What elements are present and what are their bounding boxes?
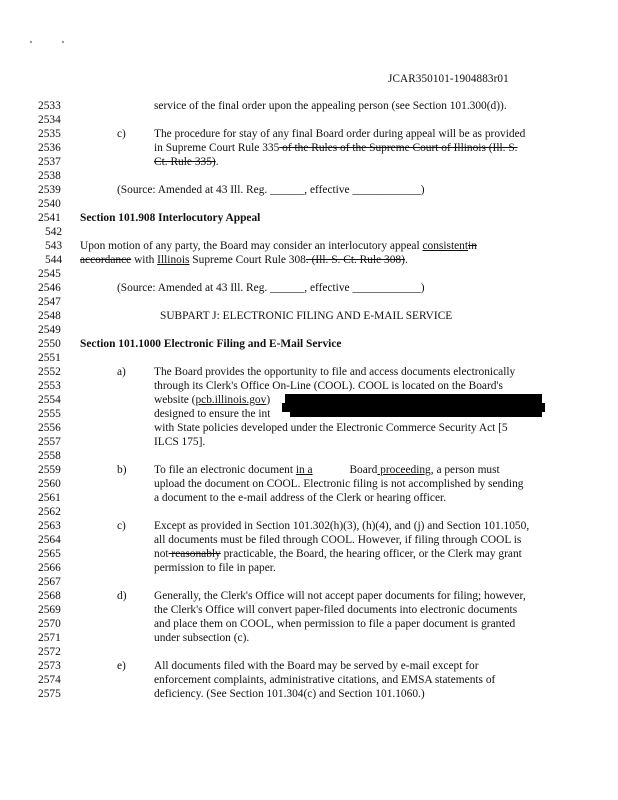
- line: [0, 170, 618, 184]
- scan-speck: [62, 41, 64, 43]
- text-run: [154, 548, 522, 562]
- line: [0, 520, 618, 534]
- inserted-text: proceeding: [377, 464, 431, 476]
- line-number: 2555: [38, 408, 61, 420]
- line: [0, 338, 618, 352]
- text: All documents filed with the Board may be served by e-mail except for: [154, 660, 479, 672]
- website-link[interactable]: pcb.illinois.gov: [195, 394, 267, 406]
- line: [0, 478, 618, 492]
- struck-text: reasonably: [168, 548, 221, 560]
- text: through its Clerk's Office On-Line (COOL). COOL is located on the Board's: [154, 380, 503, 392]
- line: [0, 492, 618, 506]
- line: [0, 562, 618, 576]
- line-number: 2568: [38, 590, 61, 602]
- line-number: 2575: [38, 688, 61, 700]
- line: [0, 142, 618, 156]
- line-number: 2546: [38, 282, 61, 294]
- text: under subsection (c).: [154, 632, 250, 644]
- line-number: 2540: [38, 198, 61, 210]
- line-number: 2572: [38, 646, 61, 658]
- text-run: [154, 394, 270, 408]
- line: [0, 114, 618, 128]
- line: [0, 604, 618, 618]
- inserted-text: in a: [295, 464, 313, 476]
- source-note: (Source: Amended at 43 Ill. Reg. ______, effective ____________): [117, 282, 425, 294]
- line: [0, 226, 618, 240]
- text: service of the final order upon the appealing person (see Section 101.300(d)).: [154, 100, 507, 112]
- text: in Supreme Court Rule 335: [154, 142, 280, 154]
- text: enforcement complaints, administrative citations, and EMSA statements of: [154, 674, 496, 686]
- line-number: 2561: [38, 492, 61, 504]
- text: designed to ensure the int: [154, 408, 271, 420]
- document-id: JCAR350101-1904883r01: [388, 73, 509, 85]
- line-number: 2534: [38, 114, 61, 126]
- text: To file an electronic document: [154, 464, 296, 476]
- text: The Board provides the opportunity to file and access documents electronically: [154, 366, 516, 378]
- text-run: [154, 142, 518, 156]
- line: [0, 254, 618, 268]
- text: practicable, the Board, the hearing officer, or the Clerk may grant: [220, 548, 522, 560]
- inserted-text: consistent: [422, 240, 469, 252]
- line: [0, 506, 618, 520]
- line: [0, 632, 618, 646]
- line: [0, 534, 618, 548]
- line: [0, 296, 618, 310]
- line-number: 2562: [38, 506, 61, 518]
- line: [0, 548, 618, 562]
- subpart-heading: SUBPART J: ELECTRONIC FILING AND E-MAIL SERVICE: [160, 310, 453, 322]
- line: [0, 128, 618, 142]
- line: [0, 660, 618, 674]
- struck-text: Ct. Rule 335): [154, 156, 216, 168]
- line: [0, 198, 618, 212]
- item-label: a): [117, 366, 126, 378]
- line-number: 2535: [38, 128, 61, 140]
- line-number: 2554: [38, 394, 61, 406]
- line: [0, 310, 618, 324]
- text-run: [80, 240, 477, 254]
- text: permission to file in paper.: [154, 562, 276, 574]
- line-number: 2537: [38, 156, 61, 168]
- text: Supreme Court Rule 308: [189, 254, 306, 266]
- line-number: 2548: [38, 310, 61, 322]
- text: with State policies developed under the Electronic Commerce Security Act [5: [154, 422, 508, 434]
- line-number: 2552: [38, 366, 61, 378]
- text: Generally, the Clerk's Office will not accept paper documents for filing; however,: [154, 590, 526, 602]
- line-number: 2556: [38, 422, 61, 434]
- line: [0, 646, 618, 660]
- section-heading: Section 101.908 Interlocutory Appeal: [80, 212, 261, 224]
- line-number: 2538: [38, 170, 61, 182]
- line: [0, 352, 618, 366]
- line: [0, 450, 618, 464]
- text: the Clerk's Office will convert paper-filed documents into electronic documents: [154, 604, 518, 616]
- source-note: (Source: Amended at 43 Ill. Reg. ______, effective ____________): [117, 184, 425, 196]
- line-number: 2551: [38, 352, 61, 364]
- line: [0, 100, 618, 114]
- line: [0, 324, 618, 338]
- line-number: 2533: [38, 100, 61, 112]
- line-number: 2565: [38, 548, 61, 560]
- inserted-text: Illinois: [157, 254, 190, 266]
- line: [0, 268, 618, 282]
- scan-speck: [30, 41, 32, 43]
- line: [0, 282, 618, 296]
- text: , a person must: [430, 464, 500, 476]
- section-heading: Section 101.1000 Electronic Filing and E-Mail Service: [80, 338, 342, 350]
- line-number: 2566: [38, 562, 61, 574]
- text: .: [215, 156, 219, 168]
- line-number: 2564: [38, 534, 61, 546]
- struck-text: of the Rules of the Supreme Court of Illinois (Ill. S.: [279, 142, 518, 154]
- line: [0, 576, 618, 590]
- line: [0, 436, 618, 450]
- line-number: 2571: [38, 632, 61, 644]
- line-number: 2549: [38, 324, 61, 336]
- line-number: 544: [45, 254, 63, 266]
- line-number: 2560: [38, 478, 61, 490]
- line: [0, 156, 618, 170]
- text: all documents must be filed through COOL. However, if filing through COOL is: [154, 534, 522, 546]
- line-number: 2553: [38, 380, 61, 392]
- line-number: 2573: [38, 660, 61, 672]
- line-number: 2569: [38, 604, 61, 616]
- line-number: 2570: [38, 618, 61, 630]
- line-number: 2559: [38, 464, 61, 476]
- line-number: 542: [45, 226, 63, 238]
- text: deficiency. (See Section 101.304(c) and Section 101.1060.): [154, 688, 425, 700]
- item-label: b): [117, 464, 127, 476]
- text-run: [80, 254, 408, 268]
- line: [0, 674, 618, 688]
- line: [0, 422, 618, 436]
- line: [0, 212, 618, 226]
- item-label: c): [117, 520, 126, 532]
- text-run: [154, 464, 500, 478]
- line: [0, 590, 618, 604]
- line: [0, 688, 618, 702]
- line-number: 543: [45, 240, 63, 252]
- line: [0, 184, 618, 198]
- line-number: 2567: [38, 576, 61, 588]
- text: not: [154, 548, 169, 560]
- line-number: 2563: [38, 520, 61, 532]
- text: ILCS 175].: [154, 436, 206, 448]
- line-number: 2545: [38, 268, 61, 280]
- line-number: 2541: [38, 212, 61, 224]
- line: [0, 240, 618, 254]
- line: [0, 618, 618, 632]
- line-number: 2550: [38, 338, 61, 350]
- text: Except as provided in Section 101.302(h)(3), (h)(4), and (j) and Section 101.1050,: [154, 520, 530, 532]
- struck-text: in: [468, 240, 477, 252]
- text-run: [154, 156, 219, 170]
- text: The procedure for stay of any final Board order during appeal will be as provided: [154, 128, 526, 140]
- text: .: [404, 254, 408, 266]
- text: upload the document on COOL. Electronic filing is not accomplished by sending: [154, 478, 524, 490]
- item-label: c): [117, 128, 126, 140]
- line-number: 2536: [38, 142, 61, 154]
- text: website (: [154, 394, 196, 406]
- line-number: 2557: [38, 436, 61, 448]
- line: [0, 380, 618, 394]
- struck-text: . (Ill. S. Ct. Rule 308): [305, 254, 405, 266]
- text: and place them on COOL, when permission to file a paper document is granted: [154, 618, 516, 630]
- struck-text: accordance: [80, 254, 132, 266]
- line-number: 2539: [38, 184, 61, 196]
- item-label: e): [117, 660, 126, 672]
- line-number: 2558: [38, 450, 61, 462]
- text: with: [131, 254, 158, 266]
- text: Upon motion of any party, the Board may consider an interlocutory appeal: [80, 240, 423, 252]
- text: a document to the e-mail address of the Clerk or hearing officer.: [154, 492, 447, 504]
- text: Board: [346, 464, 378, 476]
- line: [0, 366, 618, 380]
- line: [0, 464, 618, 478]
- item-label: d): [117, 590, 127, 602]
- redaction-bar: [290, 410, 542, 417]
- line-number: 2547: [38, 296, 61, 308]
- text: ): [266, 394, 271, 406]
- line-number: 2574: [38, 674, 61, 686]
